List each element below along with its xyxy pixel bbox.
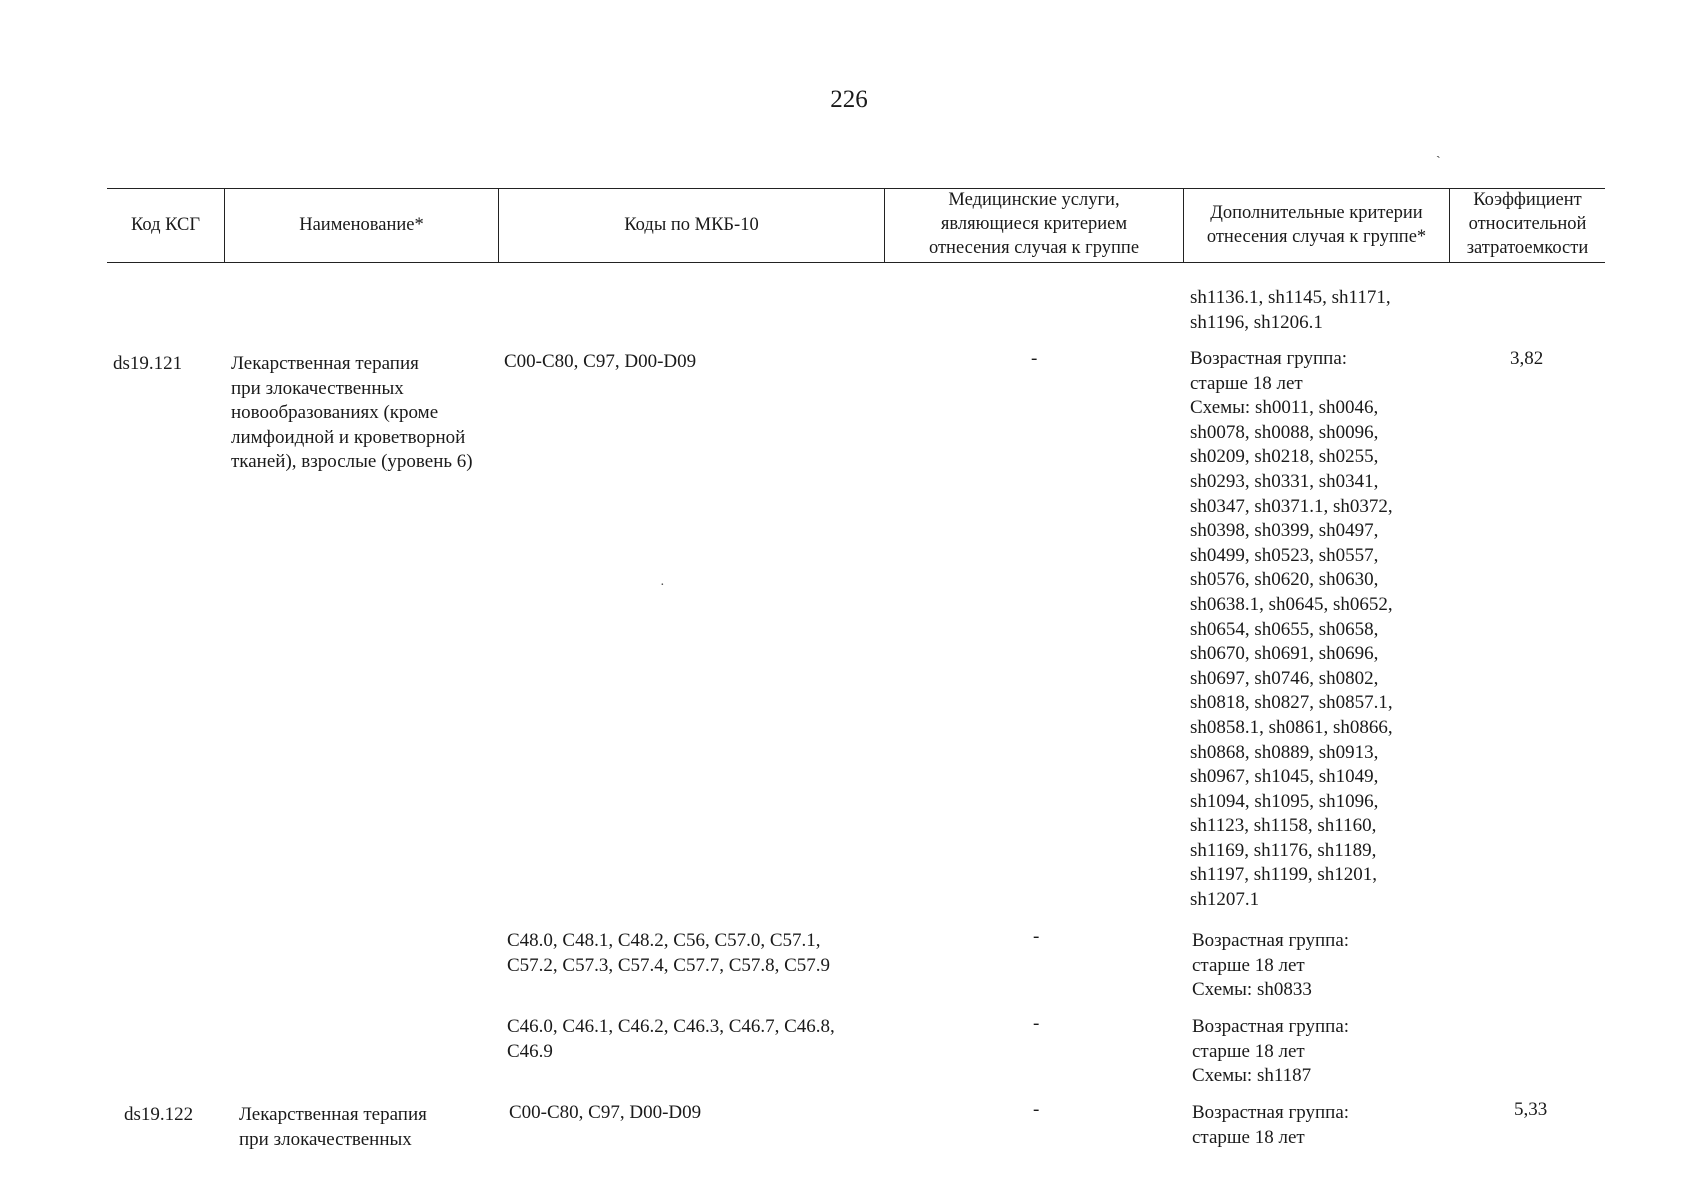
text-line: Лекарственная терапия [231,353,419,374]
subrow-criteria [1192,1015,1349,1089]
text-line: sh0209, sh0218, sh0255, [1190,446,1379,468]
text-line: sh0078, sh0088, sh0096, [1190,421,1379,443]
text-line: sh0670, sh0691, sh0696, [1190,643,1379,665]
subrow-criteria [1192,929,1349,1003]
header-code [107,188,224,262]
text-line: лимфоидной и кроветворной [231,426,466,448]
text-line: C00-C80, C97, D00-D09 [509,1102,702,1123]
text-line: Лекарственная терапия [239,1104,427,1125]
text-line: старше 18 лет [1192,954,1305,976]
text-line: sh0293, sh0331, sh0341, [1190,470,1379,492]
table-header-bottom-rule [107,262,1605,263]
header-criteria [1184,188,1449,262]
text-line: Возрастная группа: [1192,930,1350,951]
text-line: C46.0, C46.1, C46.2, C46.3, C46.7, C46.8, [507,1016,835,1037]
header-services [885,184,1183,264]
text-line: C46.9 [507,1040,553,1062]
subrow-services: - [1031,348,1038,369]
text-line: Схемы: sh0011, sh0046, [1190,397,1379,419]
text-line: старше 18 лет [1192,1126,1305,1148]
header-criteria-label [1207,201,1426,249]
row-coefficient: 5,33 [1514,1099,1548,1120]
subrow-mkb [507,1015,835,1064]
subrow-mkb [507,929,830,978]
header-code-label: Код КСГ [130,215,201,235]
subrow-services: - [1033,1013,1040,1034]
text-line: Возрастная группа: [1190,348,1348,369]
header-coef-line: Коэффициент [1473,190,1582,210]
header-services-line: Медицинские услуги, [948,190,1120,210]
text-line: C48.0, C48.1, C48.2, C56, C57.0, C57.1, [507,930,821,951]
page-number: 226 [830,86,868,113]
text-line: sh1094, sh1095, sh1096, [1190,790,1379,812]
text-line: sh0818, sh0827, sh0857.1, [1190,692,1393,714]
header-coef [1450,184,1605,264]
text-line: при злокачественных [239,1128,412,1150]
subrow-services: - [1033,926,1040,947]
text-line: sh0398, sh0399, sh0497, [1190,520,1379,542]
scan-mark: · [660,578,665,593]
text-line: sh0499, sh0523, sh0557, [1190,544,1379,566]
text-line: Схемы: sh0833 [1192,979,1312,1001]
row-name [239,1103,427,1152]
text-line: sh1197, sh1199, sh1201, [1190,864,1378,886]
header-criteria-line: отнесения случая к группе* [1206,227,1427,247]
header-services-label [929,188,1139,260]
header-services-line: отнесения случая к группе [928,238,1140,258]
text-line: sh0967, sh1045, sh1049, [1190,766,1379,788]
text-line: sh0858.1, sh0861, sh0866, [1190,716,1393,738]
header-coef-line: затратоемкости [1466,238,1589,258]
text-line: при злокачественных [231,377,404,399]
header-coef-label [1467,188,1589,260]
header-coef-line: относительной [1468,214,1587,234]
header-name [225,188,498,262]
row-code: ds19.122 [124,1104,194,1125]
text-line: новообразованиях (кроме [231,402,439,424]
subrow-mkb [509,1101,701,1126]
text-line: sh1207.1 [1190,889,1260,911]
text-line: старше 18 лет [1190,372,1303,394]
continuation-criteria [1190,286,1391,335]
row-name [231,352,473,475]
header-services-line: являющиеся критерием [940,214,1128,234]
subrow-mkb [504,350,696,375]
text-line: sh1196, sh1206.1 [1190,311,1323,333]
subrow-criteria [1190,347,1393,913]
row-code: ds19.121 [113,353,183,374]
subrow-services: - [1033,1099,1040,1120]
row-coefficient: 3,82 [1510,348,1544,369]
text-line: sh1123, sh1158, sh1160, [1190,815,1377,837]
text-line: Возрастная группа: [1192,1016,1350,1037]
text-line: sh0654, sh0655, sh0658, [1190,618,1379,640]
text-line: тканей), взрослые (уровень 6) [231,451,473,473]
header-mkb [499,188,884,262]
text-line: sh0576, sh0620, sh0630, [1190,569,1379,591]
text-line: Схемы: sh1187 [1192,1065,1312,1087]
text-line: sh1136.1, sh1145, sh1171, [1190,287,1391,308]
text-line: sh0697, sh0746, sh0802, [1190,667,1379,689]
subrow-criteria [1192,1101,1349,1150]
text-line: Возрастная группа: [1192,1102,1350,1123]
header-criteria-line: Дополнительные критерии [1210,203,1423,223]
text-line: sh0638.1, sh0645, sh0652, [1190,593,1393,615]
header-name-label: Наименование* [299,215,424,235]
text-line: sh1169, sh1176, sh1189, [1190,839,1377,861]
text-line: sh0347, sh0371.1, sh0372, [1190,495,1393,517]
text-line: C57.2, C57.3, C57.4, C57.7, C57.8, C57.9 [507,954,831,976]
header-mkb-label: Коды по МКБ-10 [624,215,759,235]
text-line: старше 18 лет [1192,1040,1305,1062]
scan-mark: ˏ [1436,144,1441,159]
text-line: sh0868, sh0889, sh0913, [1190,741,1379,763]
text-line: C00-C80, C97, D00-D09 [504,351,697,372]
